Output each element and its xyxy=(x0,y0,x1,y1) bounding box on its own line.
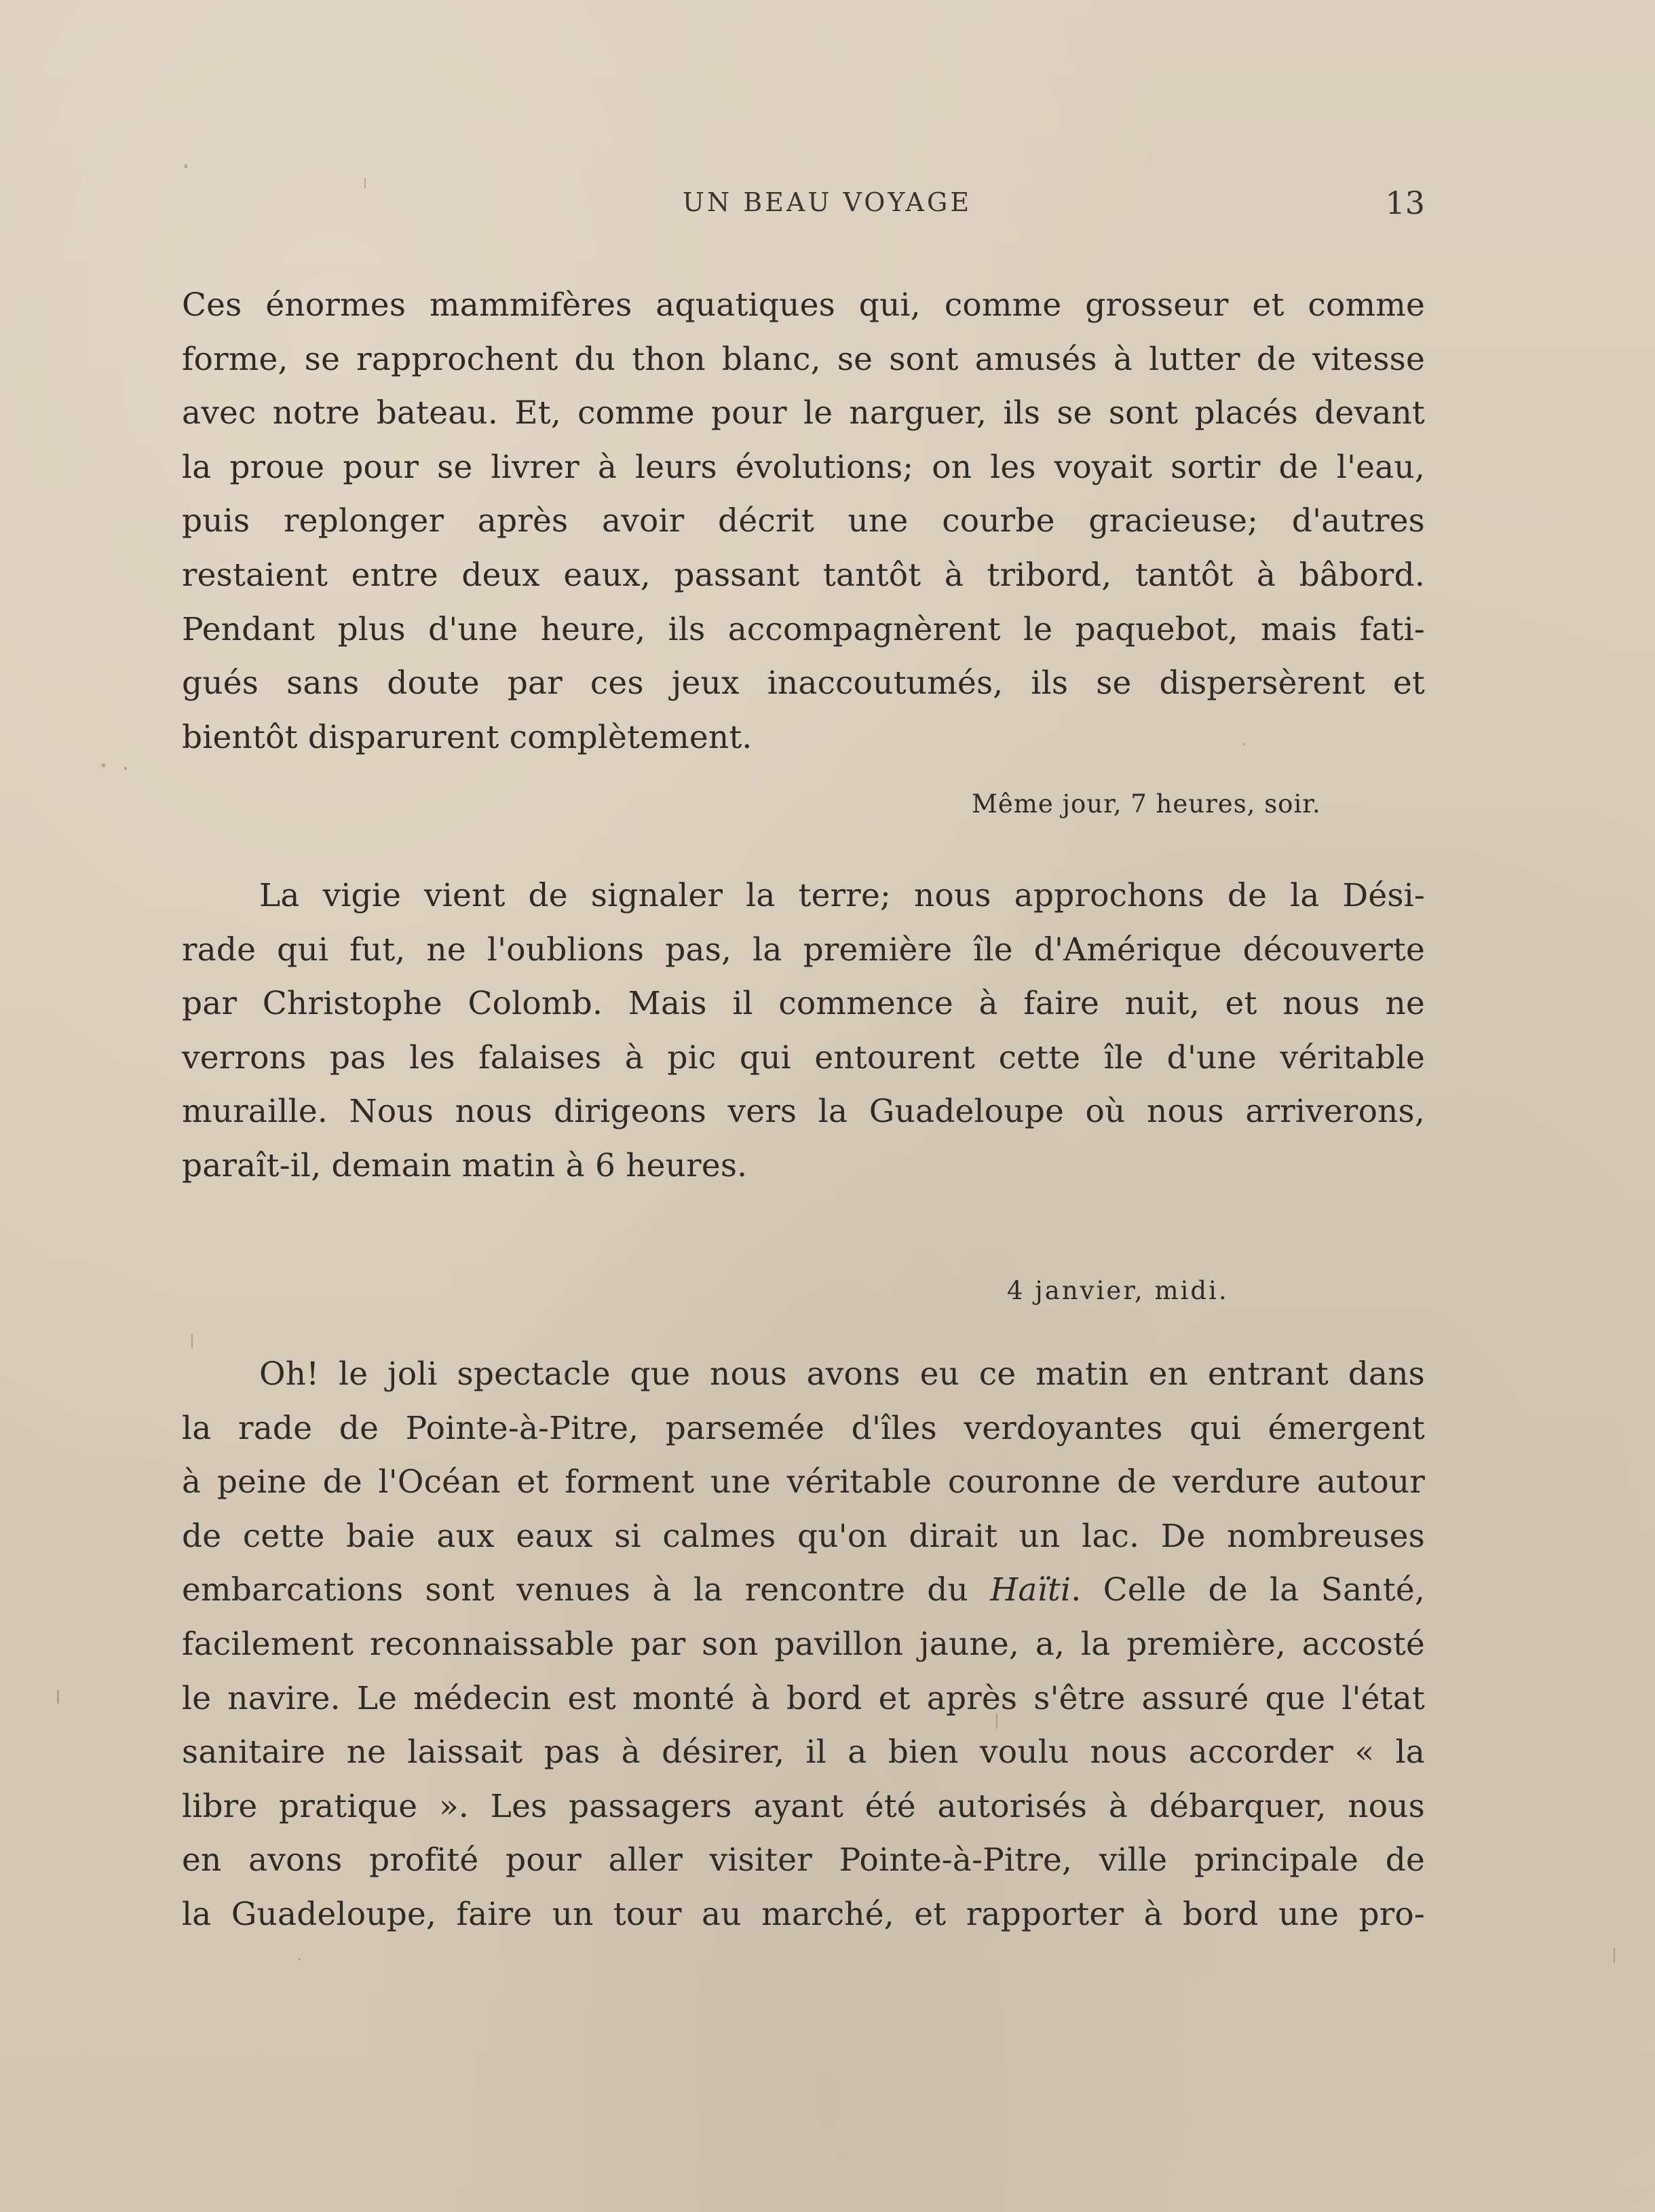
paper-speck xyxy=(1614,1948,1615,1963)
text-line: de cette baie aux eaux si calmes qu'on dirait un lac. De nombreuses xyxy=(182,1517,1425,1555)
page-number: 13 xyxy=(1385,185,1425,221)
text-line: sanitaire ne laissait pas à désirer, il a bien voulu nous accorder « la xyxy=(182,1733,1425,1772)
text-line: par Christophe Colomb. Mais il commence à faire nuit, et nous ne xyxy=(182,985,1425,1023)
dateline-evening: Même jour, 7 heures, soir. xyxy=(972,789,1321,819)
paragraph-3 xyxy=(182,1347,1425,1942)
running-head xyxy=(182,187,1425,228)
paper-speck xyxy=(124,767,127,770)
text-line: le navire. Le médecin est monté à bord et après s'être assuré que l'état xyxy=(182,1679,1425,1717)
text-line: Oh! le joli spectacle que nous avons eu ce matin en entrant dans xyxy=(259,1355,1425,1393)
paper-speck xyxy=(102,764,105,767)
text-line: rade qui fut, ne l'oublions pas, la première île d'Amérique découverte xyxy=(182,931,1425,969)
text-line: forme, se rapprochent du thon blanc, se sont amusés à lutter de vitesse xyxy=(182,340,1425,378)
text-line: Pendant plus d'une heure, ils accompagnèrent le paquebot, mais fati- xyxy=(182,610,1425,648)
paper-speck xyxy=(57,1690,59,1704)
text-line: restaient entre deux eaux, passant tantôt à tribord, tantôt à bâbord. xyxy=(182,556,1425,594)
paragraph-2 xyxy=(182,869,1425,1193)
text-line: paraît-il, demain matin à 6 heures. xyxy=(182,1146,748,1184)
text-line: bientôt disparurent complètement. xyxy=(182,718,753,756)
text-line: La vigie vient de signaler la terre; nous approchons de la Dési- xyxy=(259,877,1425,914)
text-line: la Guadeloupe, faire un tour au marché, et rapporter à bord une pro- xyxy=(182,1895,1425,1933)
text-line: verrons pas les falaises à pic qui entourent cette île d'une véritable xyxy=(182,1038,1425,1076)
paragraph-1 xyxy=(182,278,1425,764)
text-line: gués sans doute par ces jeux inaccoutumés, ils se dispersèrent et xyxy=(182,664,1425,702)
text-line: facilement reconnaissable par son pavillon jaune, a, la première, accosté xyxy=(182,1625,1425,1663)
line-text-after: . Celle de la Santé, xyxy=(1071,1571,1426,1609)
paper-speck xyxy=(191,1334,193,1349)
text-line: puis replonger après avoir décrit une courbe gracieuse; d'autres xyxy=(182,502,1425,540)
text-line xyxy=(182,1563,1425,1617)
paper-speck xyxy=(299,1958,301,1960)
text-line: à peine de l'Océan et forment une véritable couronne de verdure autour xyxy=(182,1463,1425,1501)
text-line: la proue pour se livrer à leurs évolutions; on les voyait sortir de l'eau, xyxy=(182,448,1425,486)
text-line: muraille. Nous nous dirigeons vers la Guadeloupe où nous arriverons, xyxy=(182,1093,1425,1131)
text-line: la rade de Pointe-à-Pitre, parsemée d'îles verdoyantes qui émergent xyxy=(182,1409,1425,1447)
line-text-before: embarcations sont venues à la rencontre du xyxy=(182,1571,991,1609)
text-line: en avons profité pour aller visiter Pointe-à-Pitre, ville principale de xyxy=(182,1841,1425,1879)
text-line: libre pratique ». Les passagers ayant été autorisés à débarquer, nous xyxy=(182,1787,1425,1825)
paper-speck xyxy=(185,164,187,168)
text-line: Ces énormes mammifères aquatiques qui, comme grosseur et comme xyxy=(182,286,1425,324)
ship-name: Haïti xyxy=(990,1571,1071,1609)
dateline-january-4: 4 janvier, midi. xyxy=(1007,1276,1229,1305)
running-title: UN BEAU VOYAGE xyxy=(682,187,972,217)
text-line: avec notre bateau. Et, comme pour le narguer, ils se sont placés devant xyxy=(182,394,1425,432)
